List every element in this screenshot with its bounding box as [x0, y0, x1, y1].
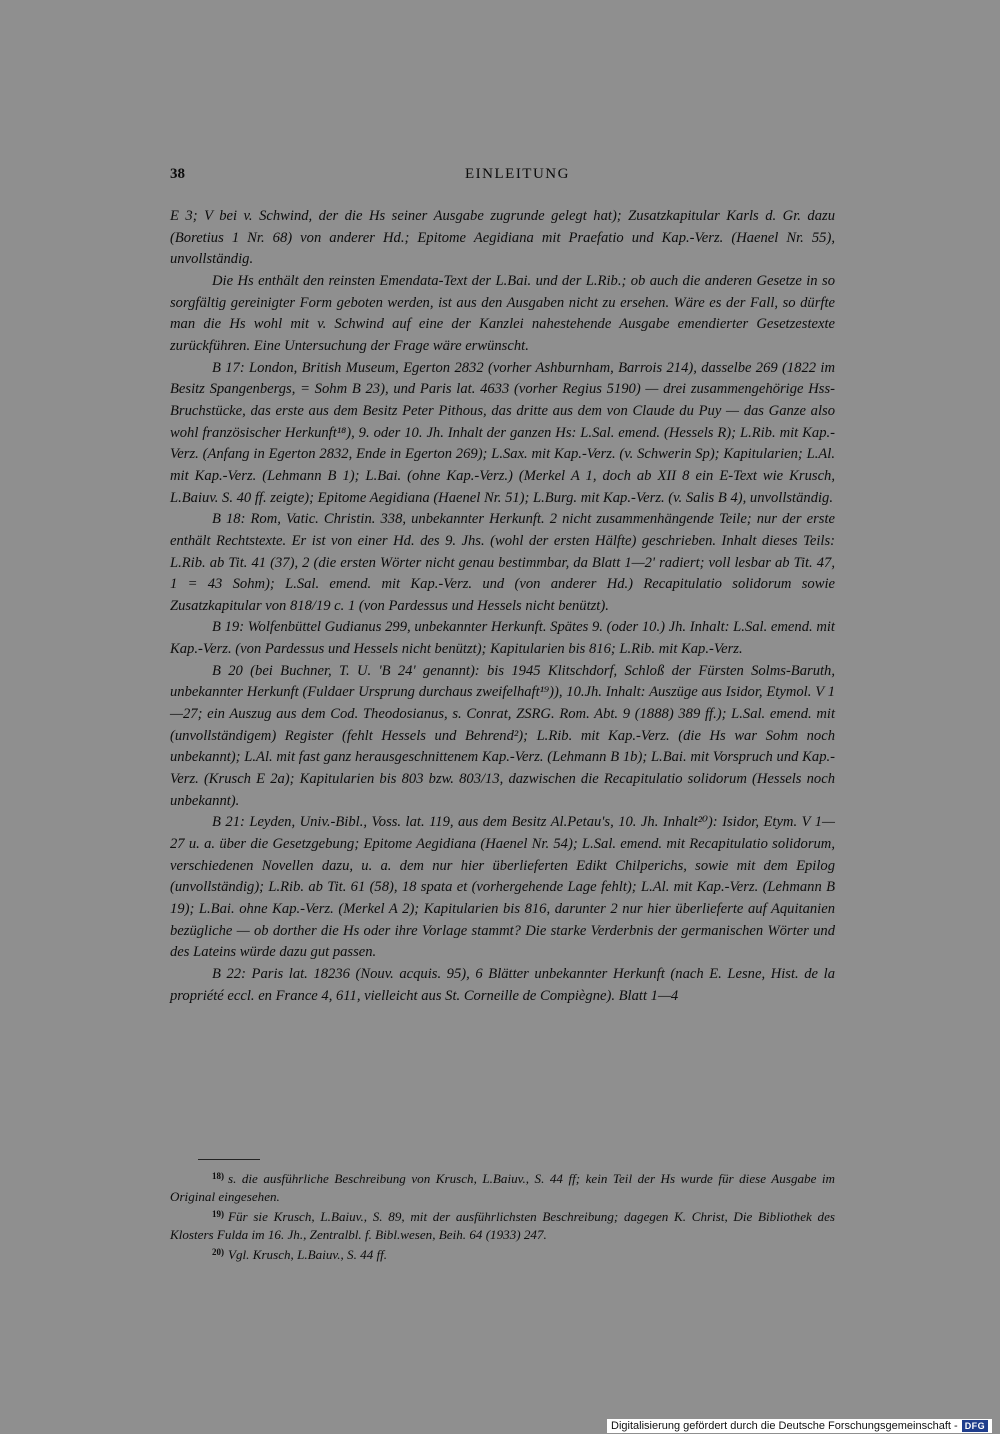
paragraph: B 18: Rom, Vatic. Christin. 338, unbekannter Herkunft. 2 nicht zusammenhängende Teile; nur der erste enthält Rechtstexte. Er ist von einer Hd. des 9. Jhs. (wohl der ersten Hälfte) geschrieben. Inhalt dieses Teils: L.Rib. ab Tit. 41 (37), 2 (die ersten Wörter nicht genau bestimmbar, da Blatt 1—2' radiert; voll lesbar ab Tit. 47, 1 = 43 Sohm); L.Sal. emend. mit Kap.-Verz. und (von anderer Hd.) Recapitulatio solidorum sowie Zusatzkapitular von 818/19 c. 1 (von Pardessus und Hessels nicht benützt).	[170, 511, 835, 614]
paragraph: Die Hs enthält den reinsten Emendata-Text der L.Bai. und der L.Rib.; ob auch die anderen Gesetze in so sorgfältig gereinigter Form geboten werden, ist aus den Ausgaben nicht zu ersehen. Wäre es der Fall, so dürfte man die Hs wohl mit v. Schwind auf eine der Kanzlei nahestehende Ausgabe emendierter Gesetzestexte zurückführen. Eine Untersuchung der Frage wäre erwünscht.	[170, 272, 835, 354]
paragraph: B 19: Wolfenbüttel Gudianus 299, unbekannter Herkunft. Spätes 9. (oder 10.) Jh. Inhalt: L.Sal. emend. mit Kap.-Verz. (von Pardessus und Hessels nicht benützt); Kapitularien bis 816; L.Rib. mit Kap.-Verz.	[170, 619, 835, 658]
paragraph: B 17: London, British Museum, Egerton 2832 (vorher Ashburnham, Barrois 214), dasselbe 269 (1822 im Besitz Spangenbergs, = Sohm B 23), und Paris lat. 4633 (vorher Regius 5190) — drei zusammengehörige Hss-Bruchstücke, das erste aus dem Besitz Peter Pithous, das dritte aus dem von Claude du Puy — das Ganze also wohl französischer Herkunft¹⁸), 9. oder 10. Jh. Inhalt der ganzen Hs: L.Sal. emend. (Hessels R); L.Rib. mit Kap.-Verz. (Anfang in Egerton 2832, Ende in Egerton 269); L.Sax. mit Kap.-Verz. (v. Schwerin Sp); Kapitularien; L.Al. mit Kap.-Verz. (Lehmann B 1); L.Bai. (ohne Kap.-Verz.) (Merkel A 1, doch ab XII 8 ein E-Text wie Krusch, L.Baiuv. S. 40 ff. zeigte); Epitome Aegidiana (Haenel Nr. 51); L.Burg. mit Kap.-Verz. (v. Salis B 4), unvollständig.	[170, 359, 835, 506]
dfg-logo-icon: DFG	[962, 1420, 989, 1432]
footnote	[170, 1244, 835, 1264]
footnote-text: s. die ausführliche Beschreibung von Krusch, L.Baiuv., S. 44 ff; kein Teil der Hs wurde für diese Ausgabe im Original eingesehen.	[170, 1171, 835, 1204]
body-text	[170, 206, 835, 1007]
paragraph: B 21: Leyden, Univ.-Bibl., Voss. lat. 119, aus dem Besitz Al.Petau's, 10. Jh. Inhalt²⁰): Isidor, Etym. V 1—27 u. a. über die Gesetzgebung; Epitome Aegidiana (Haenel Nr. 54); L.Sal. emend. mit Recapitulatio solidorum, verschiedenen Novellen dazu, u. a. dem nur hier überlieferten Edikt Chilperichs, sowie mit dem Epilog (unvollständig); L.Rib. ab Tit. 61 (58), 18 spata et (vorhergehende Lage fehlt); L.Al. mit Kap.-Verz. (Lehmann B 19); L.Bai. ohne Kap.-Verz. (Merkel A 2); Kapitularien bis 816, darunter 2 nur hier überlieferte auf Aquitanien bezügliche — ob dorther die Hs oder ihre Vorlage stammt? Die starke Verderbnis der germanischen Wörter und des Lateins würde dazu gut passen.	[170, 814, 835, 961]
footnote-text: Vgl. Krusch, L.Baiuv., S. 44 ff.	[228, 1246, 388, 1262]
funding-notice-text: Digitalisierung gefördert durch die Deutsche Forschungsgemeinschaft -	[611, 1420, 958, 1432]
footnote-mark: 18)	[212, 1171, 224, 1181]
footnotes	[170, 1168, 835, 1264]
footnote-text: Für sie Krusch, L.Baiuv., S. 89, mit der ausführlichsten Beschreibung; dagegen K. Christ, Die Bibliothek des Klosters Fulda im 16. Jh., Zentralbl. f. Bibl.wesen, Beih. 64 (1933) 247.	[170, 1208, 835, 1242]
paragraph: B 20 (bei Buchner, T. U. 'B 24' genannt): bis 1945 Klitschdorf, Schloß der Fürsten Solms-Baruth, unbekannter Herkunft (Fuldaer Ursprung durchaus zweifelhaft¹⁹)), 10.Jh. Inhalt: Auszüge aus Isidor, Etymol. V 1—27; ein Auszug aus dem Cod. Theodosianus, s. Conrat, ZSRG. Rom. Abt. 9 (1888) 389 ff.); L.Sal. emend. mit (unvollständigem) Register (fehlt Hessels und Behrend²); L.Rib. mit Kap.-Verz. (die Hs war Sohm noch unbekannt); L.Al. mit fast ganz herausgeschnittenem Kap.-Verz. (Lehmann B 1b); L.Bai. mit Vorspruch und Kap.-Verz. (Krusch E 2a); Kapitularien bis 803 bzw. 803/13, dazwischen die Recapitulatio solidorum (Hessels noch unbekannt).	[170, 662, 835, 809]
paragraph: E 3; V bei v. Schwind, der die Hs seiner Ausgabe zugrunde gelegt hat); Zusatzkapitular Karls d. Gr. dazu (Boretius 1 Nr. 68) von anderer Hd.; Epitome Aegidiana mit Praefatio und Kap.-Verz. (Haenel Nr. 55), unvollständig.	[170, 208, 835, 268]
page-header	[170, 166, 835, 188]
footnote-separator	[198, 1159, 260, 1160]
footnote	[170, 1168, 835, 1206]
footnote-mark: 19)	[212, 1208, 224, 1219]
footnote	[170, 1206, 835, 1244]
paragraph: B 22: Paris lat. 18236 (Nouv. acquis. 95), 6 Blätter unbekannter Herkunft (nach E. Lesne, Hist. de la propriété eccl. en France 4, 611, vielleicht aus St. Corneille de Compiègne). Blatt 1—4	[170, 965, 835, 1004]
page-number: 38	[170, 166, 185, 182]
running-head: EINLEITUNG	[465, 166, 570, 182]
footnote-mark: 20)	[212, 1246, 224, 1257]
funding-notice	[607, 1419, 992, 1433]
